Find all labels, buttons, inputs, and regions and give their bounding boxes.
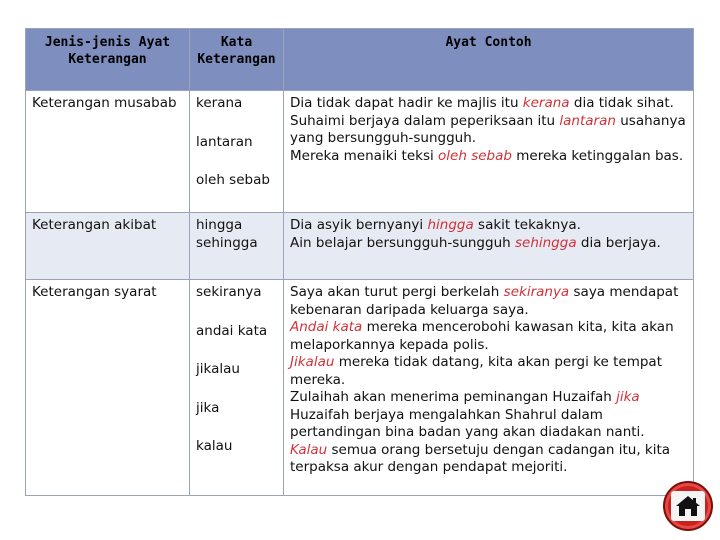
row-words — [190, 91, 284, 213]
row-type: Keterangan akibat — [26, 213, 190, 280]
example-sentence: Dia tidak dapat hadir ke majlis itu kerana dia tidak sihat. — [290, 95, 674, 111]
example-sentence: Suhaimi berjaya dalam peperiksaan itu lantaran usahanya yang bersungguh-sungguh. — [290, 112, 686, 146]
row-examples — [284, 280, 694, 496]
table-row — [26, 91, 694, 213]
keyword: kerana — [196, 95, 243, 111]
keterangan-table — [25, 28, 694, 496]
row-words — [190, 280, 284, 496]
header-jenis: Jenis-jenis Ayat Keterangan — [26, 29, 190, 91]
example-sentence: Zulaihah akan menerima peminangan Huzaifah jika Huzaifah berjaya mengalahkan Shahrul dalam pertandingan bina badan yang akan diadakan nanti. — [290, 389, 645, 440]
table-row — [26, 280, 694, 496]
example-sentence: Dia asyik bernyanyi hingga sakit tekaknya. — [290, 217, 581, 233]
keyword: kalau — [196, 438, 233, 454]
row-type: Keterangan syarat — [26, 280, 190, 496]
row-examples — [284, 213, 694, 280]
table-header-row — [26, 29, 694, 91]
row-examples — [284, 91, 694, 213]
keyword: hingga sehingga — [196, 217, 258, 251]
home-button[interactable] — [663, 481, 713, 531]
example-sentence: Ain belajar bersungguh-sungguh sehingga dia berjaya. — [290, 234, 661, 251]
header-kata: Kata Keterangan — [190, 29, 284, 91]
example-sentence: Saya akan turut pergi berkelah sekiranya saya mendapat kebenaran daripada keluarga saya. — [290, 284, 679, 318]
example-sentence: Kalau semua orang bersetuju dengan cadangan itu, kita terpaksa akur dengan pendapat mejoriti. — [290, 441, 671, 475]
example-sentence: Mereka menaiki teksi oleh sebab mereka ketinggalan bas. — [290, 147, 684, 164]
keyword: andai kata — [196, 322, 268, 339]
example-sentence: Jikalau mereka tidak datang, kita akan pergi ke tempat mereka. — [290, 354, 662, 388]
keyword: oleh sebab — [196, 172, 270, 188]
row-type: Keterangan musabab — [26, 91, 190, 213]
keyword: jika — [196, 399, 220, 416]
row-words — [190, 213, 284, 280]
home-icon-frame — [671, 491, 705, 521]
keyword: lantaran — [196, 133, 253, 150]
keyword: jikalau — [196, 361, 240, 377]
home-icon — [675, 495, 701, 517]
keyword: sekiranya — [196, 284, 262, 300]
table-row — [26, 213, 694, 280]
example-sentence: Andai kata mereka mencerobohi kawasan kita, kita akan melaporkannya kepada polis. — [290, 319, 674, 353]
header-ayat: Ayat Contoh — [284, 29, 694, 91]
